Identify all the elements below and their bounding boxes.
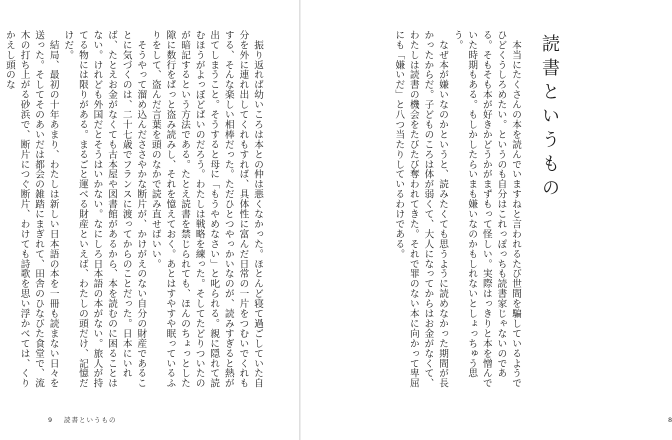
left-paragraph-2: そうやって溜め込んだささやかな断片が、かけがえのない自分の財産であることに気づくのは、二十七歳でフランスに渡ってからのことだった。日本にいれば、たとえお金がなくても古本屋や図書館があるから、本を読むのに困ることはない。けれども外国だとそうはいかない。なにしろ日本語の本がない。旅人が持てる物には限りがある。まるごと運べる財産といえば、わたしの頭だけ、記憶だけだ。 (62, 30, 147, 389)
left-paragraph-3: 結局、最初の十年あまり、わたしは新しい日本語の本を一冊も読まない日々を送った。そしてそのあいだは都会の雑踏にまぎれて、田舎のひなびた食堂で、流木の打ち上がる砂浜で、断片につぐ断片、わけても詩歌を思い浮かべては、くりかえし頭のな (3, 30, 59, 389)
right-page-number: 8 (668, 416, 672, 424)
chapter-title: 読書というもの (539, 34, 560, 202)
left-page-body (1, 30, 264, 390)
right-page-body (391, 30, 522, 390)
right-page (300, 0, 672, 440)
left-page (0, 0, 300, 440)
right-paragraph-2: なぜ本が嫌いなのかというと、読みたくても思うように読めなかった期間が長かったからだ。子どものころは体が弱くて、大人になってからはお金がなくて、わたしは読書の機会をたびたび奪われてきた。それで罪のない本に向かって卑屈にも「嫌いだ」と八つ当たりしているわけである。 (393, 30, 449, 389)
left-page-number: 9 (48, 416, 53, 424)
left-paragraph-1: 振り返れば幼いころは本との仲は悪くなかった。ほとんど寝て過ごしていた自分を外に連れ出してくれもすれば、具体性に富んだ日常の一片をつむいでくれもする、そんな楽しい相棒だった。ただひとつやっかいなのが、読みすぎると熱が出てしまうこと。そうすると母に「もうやめなさい」と叱られる。親に隠れて読むほうがよっぽどばいのだろう。わたしは戦略を練った。そしてたどりついたのが暗記するという方法である。たとえ読書を禁じられても、ほんのちょっとした隙に数行をぱっと盗み読みし、それを憶えておく。あとはすやすや眠っているふりをして、盗んだ言葉を頭のなかで読み直せばいい。 (149, 30, 263, 389)
running-head: 読書というもの (64, 416, 117, 424)
right-paragraph-1: 本当にたくさんの本を読んでいますねと言われるたび世間を騙しているようでひどくうしろめたい。というのも自分はこれっぽっちも読書家じゃないのである。そもそも本が好きかどうかがまずもって怪しい。実際はっきりと本を憎んでいた時期もある。もしかしたらいまも嫌いなのかもしれないとしょっちゅう思う。 (451, 30, 521, 389)
